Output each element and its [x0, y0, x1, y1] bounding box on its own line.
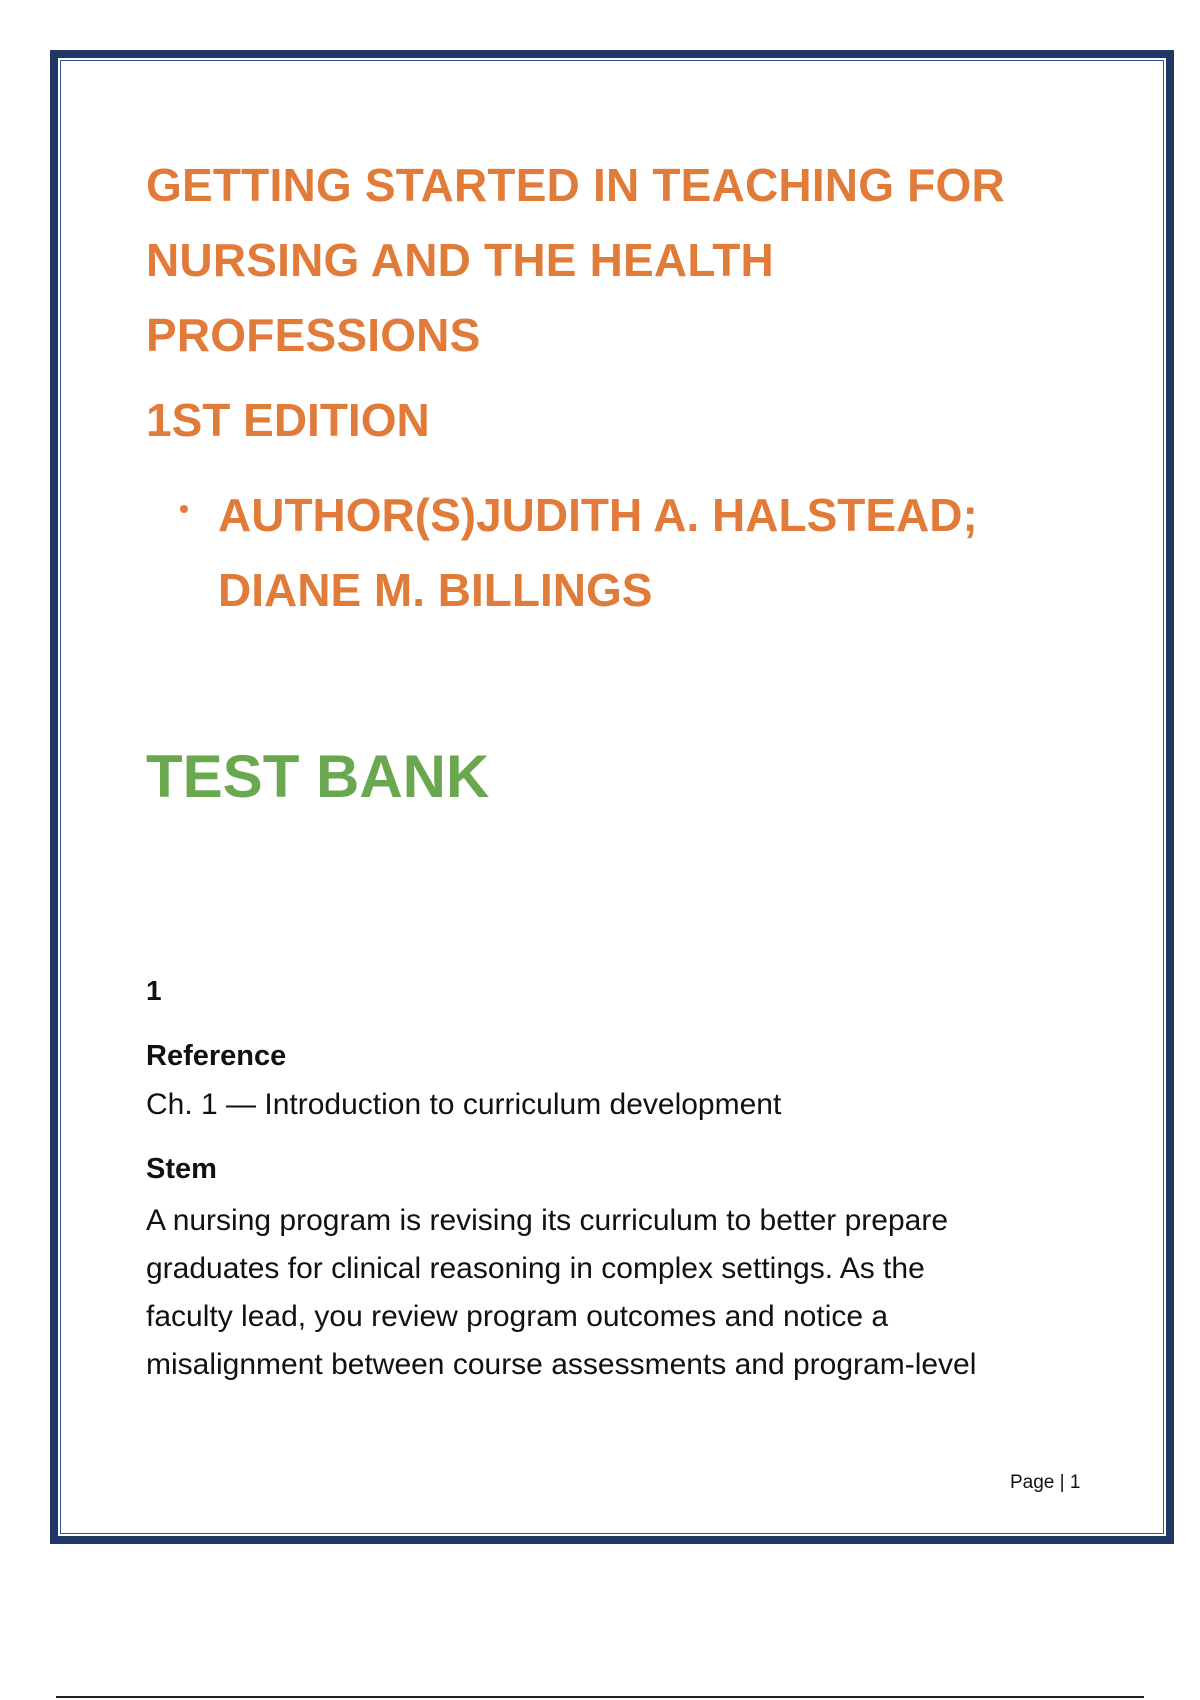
reference-text: Ch. 1 — Introduction to curriculum development — [146, 1088, 782, 1121]
reference-label: Reference — [146, 1040, 287, 1072]
title-line-2: NURSING AND THE HEALTH — [146, 234, 774, 286]
stem-text — [146, 1197, 1086, 1389]
bullet-icon — [180, 505, 188, 513]
test-bank-heading: TEST BANK — [146, 743, 490, 810]
page-number: Page | 1 — [1010, 1472, 1081, 1493]
stem-line-3: faculty lead, you review program outcomes and notice a — [146, 1300, 889, 1333]
edition-label: 1ST EDITION — [146, 394, 430, 446]
title-line-1: GETTING STARTED IN TEACHING FOR — [146, 159, 1005, 211]
stem-line-4: misalignment between course assessments and program-level — [146, 1348, 977, 1381]
author-line-1: AUTHOR(S)JUDITH A. HALSTEAD; — [218, 489, 978, 541]
bottom-divider — [56, 1696, 1144, 1698]
author-line-2: DIANE M. BILLINGS — [218, 564, 653, 616]
stem-label: Stem — [146, 1153, 217, 1185]
book-title — [146, 148, 1046, 373]
authors — [218, 478, 978, 628]
title-line-3: PROFESSIONS — [146, 309, 481, 361]
question-number: 1 — [146, 975, 162, 1006]
stem-line-1: A nursing program is revising its curriculum to better prepare — [146, 1204, 949, 1237]
stem-line-2: graduates for clinical reasoning in complex settings. As the — [146, 1252, 925, 1285]
